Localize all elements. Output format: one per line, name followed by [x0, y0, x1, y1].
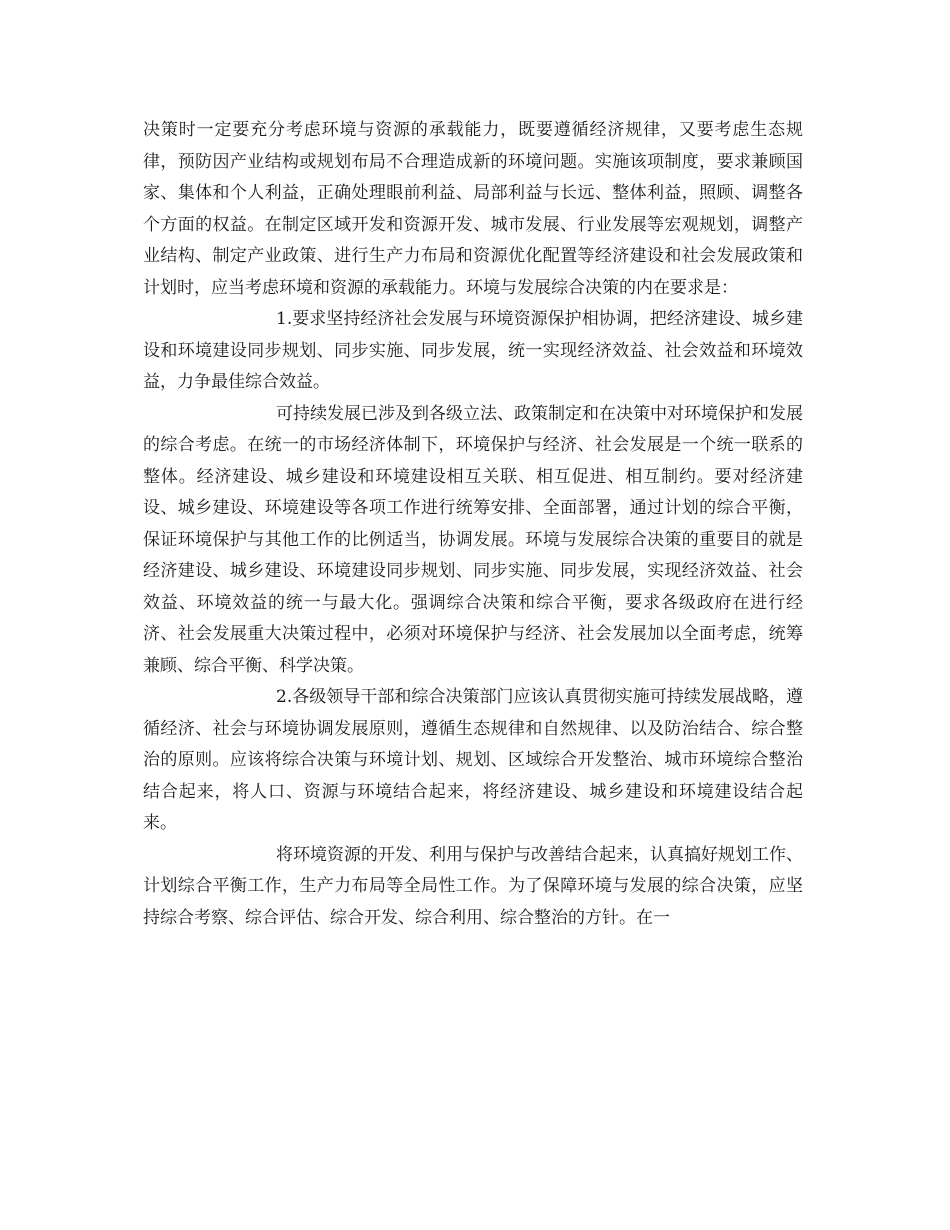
paragraph-5: 将环境资源的开发、利用与保护与改善结合起来，认真搞好规划工作、计划综合平衡工作，生产力布局等全局性工作。为了保障环境与发展的综合决策，应坚持综合考察、综合评估、综合开发、综合利用、综合整治的方针。在一: [143, 844, 803, 928]
paragraph-3: 可持续发展已涉及到各级立法、政策制定和在决策中对环境保护和发展的综合考虑。在统一的市场经济体制下，环境保护与经济、社会发展是一个统一联系的整体。经济建设、城乡建设和环境建设相互关联、相互促进、相互制约。要对经济建设、城乡建设、环境建设等各项工作进行统筹安排、全面部署，通过计划的综合平衡，保证环境保护与其他工作的比例适当，协调发展。环境与发展综合决策的重要目的就是经济建设、城乡建设、环境建设同步规划、同步实施、同步发展，实现经济效益、社会效益、环境效益的统一与最大化。强调综合决策和综合平衡，要求各级政府在进行经济、社会发展重大决策过程中，必须对环境保护与经济、社会发展加以全面考虑，统筹兼顾、综合平衡、科学决策。: [143, 403, 803, 676]
document-page: [143, 115, 803, 934]
paragraph-1: 决策时一定要充分考虑环境与资源的承载能力，既要遵循经济规律，又要考虑生态规律，预防因产业结构或规划布局不合理造成新的环境问题。实施该项制度，要求兼顾国家、集体和个人利益，正确处理眼前利益、局部利益与长远、整体利益，照顾、调整各个方面的权益。在制定区域开发和资源开发、城市发展、行业发展等宏观规划，调整产业结构、制定产业政策、进行生产力布局和资源优化配置等经济建设和社会发展政策和计划时，应当考虑环境和资源的承载能力。环境与发展综合决策的内在要求是：: [143, 120, 803, 298]
paragraph-2: 1.要求坚持经济社会发展与环境资源保护相协调，把经济建设、城乡建设和环境建设同步规划、同步实施、同步发展，统一实现经济效益、社会效益和环境效益，力争最佳综合效益。: [143, 309, 803, 392]
paragraph-4: 2.各级领导干部和综合决策部门应该认真贯彻实施可持续发展战略，遵循经济、社会与环境协调发展原则，遵循生态规律和自然规律、以及防治结合、综合整治的原则。应该将综合决策与环境计划、规划、区域综合开发整治、城市环境综合整治结合起来，将人口、资源与环境结合起来，将经济建设、城乡建设和环境建设结合起来。: [143, 687, 803, 833]
